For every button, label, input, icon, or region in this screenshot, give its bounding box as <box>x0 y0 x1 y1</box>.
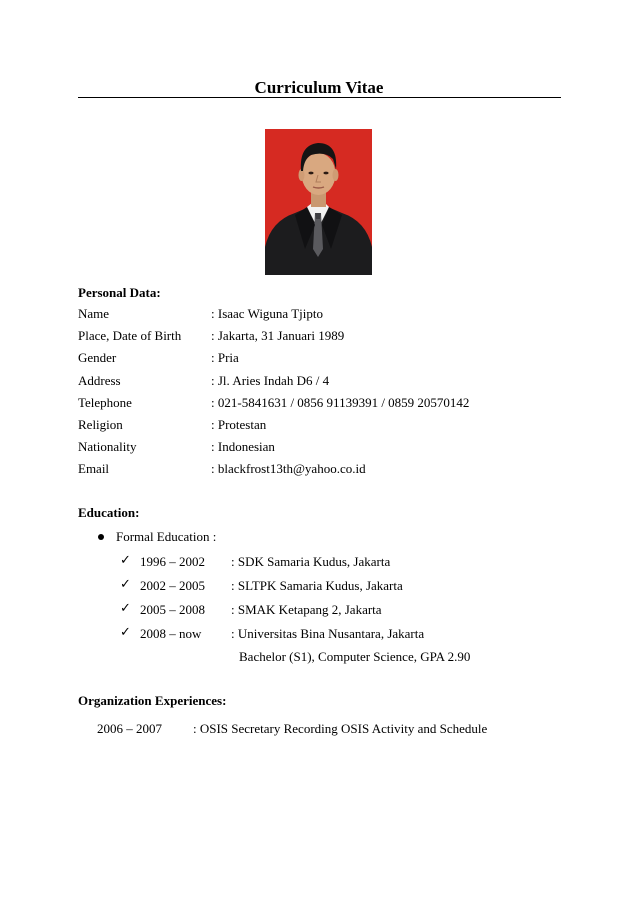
personal-row-label: Name <box>78 306 110 321</box>
personal-row-value: : Protestan <box>211 417 267 432</box>
personal-row-label: Gender <box>78 350 117 366</box>
personal-row-value: : Isaac Wiguna Tjipto <box>211 306 323 321</box>
personal-row-label: Nationality <box>78 439 137 455</box>
personal-data-heading: Personal Data: <box>78 285 161 300</box>
document-title: Curriculum Vitae <box>254 78 384 97</box>
organization-heading: Organization Experiences: <box>78 693 227 708</box>
check-icon: ✓ <box>120 625 131 640</box>
check-icon: ✓ <box>120 553 131 568</box>
education-years: 1996 – 2002 <box>140 554 205 569</box>
personal-row-value: : Pria <box>211 350 239 366</box>
education-years: 2008 – now <box>140 626 202 641</box>
education-years: 2002 – 2005 <box>140 578 205 593</box>
personal-row-label: Telephone <box>78 394 132 410</box>
personal-row-value: : Jakarta, 31 Januari 1989 <box>211 328 345 344</box>
personal-row-value: : 021-5841631 / 0856 91139391 / 0859 20570142 <box>211 394 470 410</box>
personal-row-label: Address <box>78 372 121 388</box>
personal-row-label: Religion <box>78 417 123 432</box>
check-icon: ✓ <box>120 601 131 616</box>
education-school: : SMAK Ketapang 2, Jakarta <box>231 602 382 617</box>
education-school: : SDK Samaria Kudus, Jakarta <box>231 554 391 569</box>
check-icon: ✓ <box>120 577 131 592</box>
personal-row-label: Email <box>78 461 110 477</box>
education-school: : Universitas Bina Nusantara, Jakarta <box>231 626 425 641</box>
personal-row-value: : Indonesian <box>211 439 275 455</box>
education-years: 2005 – 2008 <box>140 602 205 617</box>
education-school: : SLTPK Samaria Kudus, Jakarta <box>231 578 403 593</box>
education-degree-note: Bachelor (S1), Computer Science, GPA 2.90 <box>239 649 471 664</box>
organization-description: : OSIS Secretary Recording OSIS Activity and Schedule <box>193 721 488 736</box>
profile-photo <box>265 129 372 275</box>
personal-row-value: : blackfrost13th@yahoo.co.id <box>211 461 366 477</box>
personal-row-label: Place, Date of Birth <box>78 328 182 344</box>
personal-row-value: : Jl. Aries Indah D6 / 4 <box>211 372 330 388</box>
education-heading: Education: <box>78 505 140 520</box>
organization-years: 2006 – 2007 <box>97 721 162 736</box>
bullet-dot-icon <box>98 534 104 540</box>
title-underline <box>78 97 561 98</box>
formal-education-label: Formal Education : <box>116 529 217 544</box>
